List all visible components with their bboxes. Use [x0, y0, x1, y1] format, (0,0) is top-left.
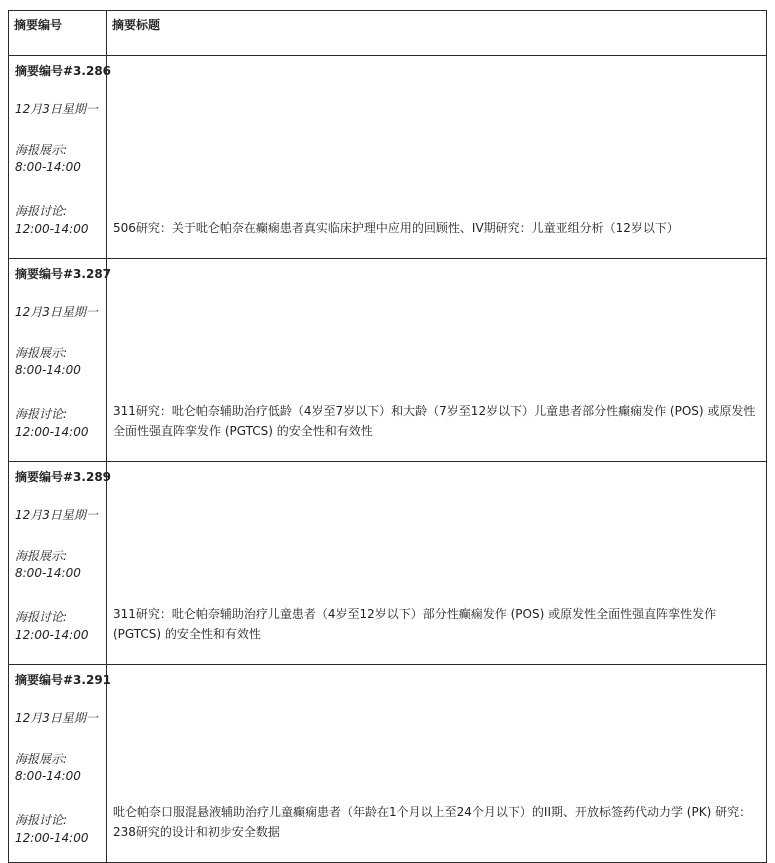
abstract-title: 吡仑帕奈口服混悬液辅助治疗儿童癫痫患者（年龄在1个月以上至24个月以下）的II期、开放标签药代动力学 (PK) 研究：238研究的设计和初步安全数据 [113, 805, 752, 839]
session-date: 12月3日星期一 [15, 305, 98, 319]
poster-display-label: 海报展示: [15, 752, 68, 766]
table-header-row [9, 11, 767, 56]
table-row [9, 665, 767, 863]
abstract-info-cell [9, 56, 112, 259]
abstract-title: 311研究：吡仑帕奈辅助治疗低龄（4岁至7岁以下）和大龄（7岁至12岁以下）儿童患者部分性癫痫发作 (POS) 或原发性全面性强直阵挛发作 (PGTCS) 的安全性和有效性 [113, 404, 756, 438]
abstract-title: 506研究：关于吡仑帕奈在癫痫患者真实临床护理中应用的回顾性、IV期研究：儿童亚组分析（12岁以下） [113, 221, 679, 235]
abstract-info-cell [9, 259, 112, 462]
poster-display-time: 8:00-14:00 [15, 160, 81, 174]
abstract-number: 摘要编号#3.287 [15, 267, 112, 281]
poster-discussion-label: 海报讨论: [15, 813, 68, 827]
abstract-number: 摘要编号#3.291 [15, 673, 112, 687]
poster-discussion-time: 12:00-14:00 [15, 222, 89, 236]
table-row [9, 56, 767, 259]
poster-discussion-label: 海报讨论: [15, 610, 68, 624]
session-date: 12月3日星期一 [15, 711, 98, 725]
header-abstract-number: 摘要编号 [9, 11, 107, 56]
header-abstract-title: 摘要标题 [107, 11, 767, 56]
abstract-number: 摘要编号#3.289 [15, 470, 112, 484]
abstract-info-cell [9, 462, 112, 665]
abstract-info-cell [9, 665, 112, 863]
abstract-title-cell [107, 462, 767, 665]
poster-display-label: 海报展示: [15, 143, 68, 157]
poster-discussion-time: 12:00-14:00 [15, 628, 89, 642]
poster-display-label: 海报展示: [15, 549, 68, 563]
poster-display-time: 8:00-14:00 [15, 363, 81, 377]
session-date: 12月3日星期一 [15, 102, 98, 116]
abstract-title-cell [107, 259, 767, 462]
poster-discussion-time: 12:00-14:00 [15, 831, 89, 845]
table-row [9, 259, 767, 462]
abstract-title-cell [107, 56, 767, 259]
poster-display-label: 海报展示: [15, 346, 68, 360]
table-row [9, 462, 767, 665]
poster-discussion-label: 海报讨论: [15, 407, 68, 421]
poster-discussion-label: 海报讨论: [15, 204, 68, 218]
abstract-title-cell [107, 665, 767, 863]
poster-display-time: 8:00-14:00 [15, 566, 81, 580]
abstract-number: 摘要编号#3.286 [15, 64, 112, 78]
session-date: 12月3日星期一 [15, 508, 98, 522]
abstract-title: 311研究：吡仑帕奈辅助治疗儿童患者（4岁至12岁以下）部分性癫痫发作 (POS) 或原发性全面性强直阵挛性发作 (PGTCS) 的安全性和有效性 [113, 607, 717, 641]
poster-discussion-time: 12:00-14:00 [15, 425, 89, 439]
abstract-table [8, 10, 767, 863]
poster-display-time: 8:00-14:00 [15, 769, 81, 783]
